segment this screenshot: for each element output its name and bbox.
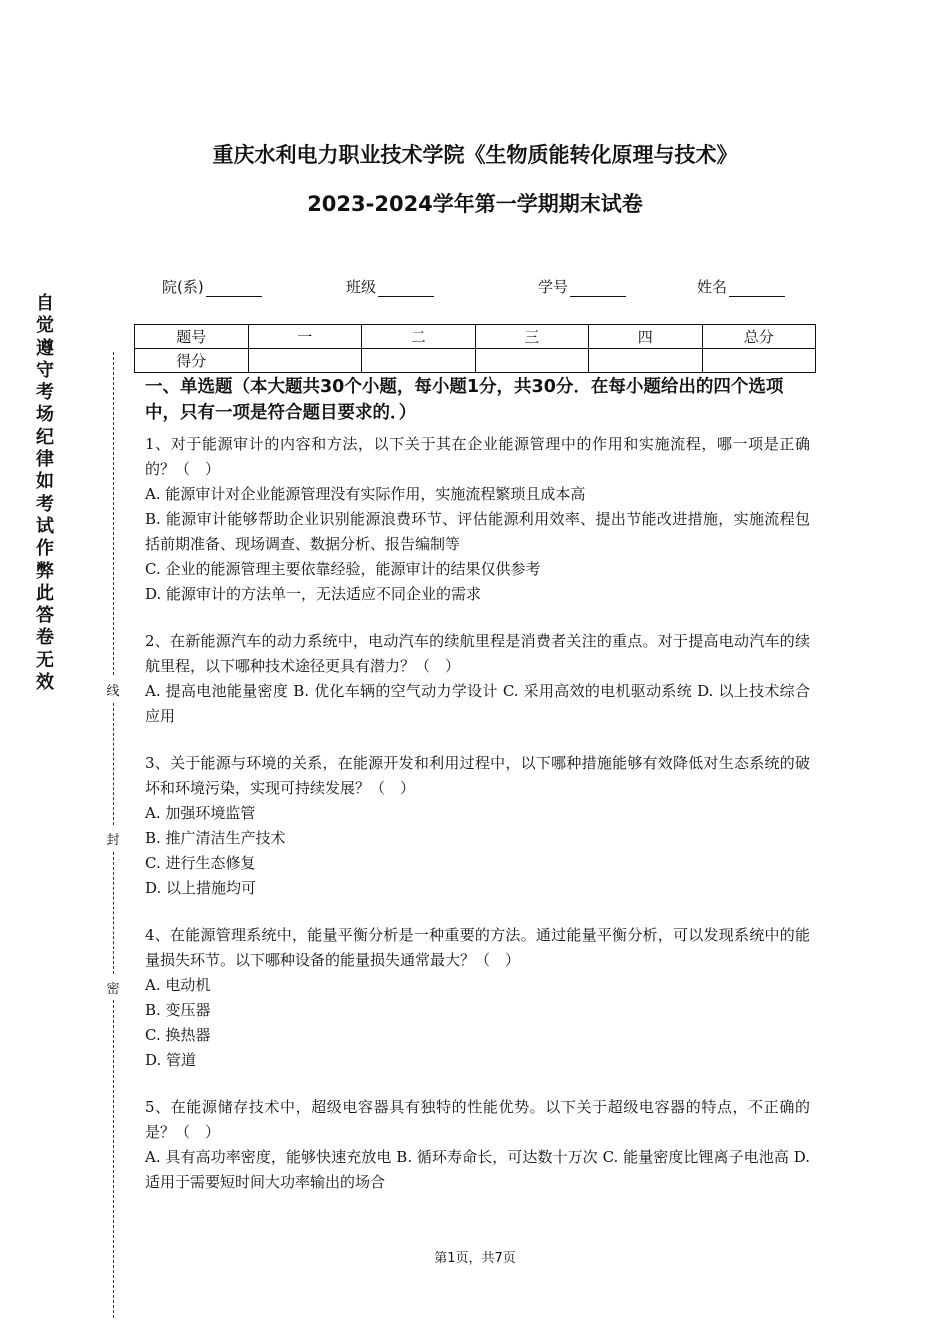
score-header-cell: 二 bbox=[362, 325, 476, 349]
side-notice: 自觉遵守考场纪律如考试作弊此答卷无效 bbox=[36, 293, 54, 694]
class-blank[interactable] bbox=[378, 280, 434, 297]
student-id-label: 学号 bbox=[538, 278, 569, 296]
question bbox=[145, 629, 810, 729]
score-table-header-row bbox=[135, 325, 816, 349]
question-stem: 4、在能源管理系统中，能量平衡分析是一种重要的方法。通过能量平衡分析，可以发现系统中的能量损失环节。以下哪种设备的能量损失通常最大？（ ） bbox=[145, 926, 810, 969]
score-table-score-row bbox=[135, 349, 816, 373]
class-label: 班级 bbox=[346, 278, 377, 296]
binding-dash-line bbox=[113, 1000, 114, 1318]
question-stem: 1、对于能源审计的内容和方法，以下关于其在企业能源管理中的作用和实施流程，哪一项是正确的？（ ） bbox=[145, 435, 810, 478]
question-option[interactable]: A. 提高电池能量密度 B. 优化车辆的空气动力学设计 C. 采用高效的电机驱动系统 D. 以上技术综合应用 bbox=[145, 682, 810, 725]
question-option[interactable]: B. 变压器 bbox=[145, 1001, 211, 1019]
question bbox=[145, 432, 810, 607]
question bbox=[145, 751, 810, 901]
page-footer: 第1页，共7页 bbox=[434, 1251, 516, 1266]
question-option[interactable]: D. 能源审计的方法单一，无法适应不同企业的需求 bbox=[145, 585, 482, 603]
dept-label: 院(系) bbox=[162, 278, 204, 296]
name-blank[interactable] bbox=[729, 280, 785, 297]
score-cell[interactable] bbox=[702, 349, 816, 373]
score-header-cell: 总分 bbox=[702, 325, 816, 349]
question-option[interactable]: B. 能源审计能够帮助企业识别能源浪费环节、评估能源利用效率、提出节能改进措施，实施流程包括前期准备、现场调查、数据分析、报告编制等 bbox=[145, 510, 810, 553]
exam-content bbox=[145, 374, 810, 1217]
section-heading: 一、单选题（本大题共30个小题，每小题1分，共30分．在每小题给出的四个选项中，只有一项是符合题目要求的．） bbox=[145, 377, 784, 423]
binding-dash-line bbox=[113, 352, 114, 675]
dept-field bbox=[162, 276, 262, 297]
question-option[interactable]: A. 电动机 bbox=[145, 976, 211, 994]
score-cell[interactable] bbox=[248, 349, 362, 373]
binding-dash-line bbox=[113, 703, 114, 825]
score-header-cell: 三 bbox=[475, 325, 589, 349]
question-option[interactable]: B. 推广清洁生产技术 bbox=[145, 829, 286, 847]
question bbox=[145, 1095, 810, 1195]
score-header-cell: 四 bbox=[589, 325, 703, 349]
question-option[interactable]: D. 以上措施均可 bbox=[145, 879, 257, 897]
score-header-cell: 题号 bbox=[135, 325, 249, 349]
dept-blank[interactable] bbox=[206, 280, 262, 297]
student-id-blank[interactable] bbox=[570, 280, 626, 297]
question-option[interactable]: C. 换热器 bbox=[145, 1026, 211, 1044]
score-row-label: 得分 bbox=[135, 349, 249, 373]
question-option[interactable]: A. 加强环境监管 bbox=[145, 804, 256, 822]
question-option[interactable]: C. 进行生态修复 bbox=[145, 854, 256, 872]
name-field bbox=[697, 276, 785, 297]
question-option[interactable]: D. 管道 bbox=[145, 1051, 197, 1069]
question-stem: 5、在能源储存技术中，超级电容器具有独特的性能优势。以下关于超级电容器的特点，不正确的是？（ ） bbox=[145, 1098, 810, 1141]
question bbox=[145, 923, 810, 1073]
question-stem: 3、关于能源与环境的关系，在能源开发和利用过程中，以下哪种措施能够有效降低对生态系统的破坏和环境污染，实现可持续发展？（ ） bbox=[145, 754, 810, 797]
question-option[interactable]: A. 能源审计对企业能源管理没有实际作用，实施流程繁琐且成本高 bbox=[145, 485, 586, 503]
exam-title-line1: 重庆水利电力职业技术学院《生物质能转化原理与技术》 bbox=[212, 143, 738, 167]
score-header-cell: 一 bbox=[248, 325, 362, 349]
binding-dash-line bbox=[113, 852, 114, 974]
class-field bbox=[346, 276, 434, 297]
student-id-field bbox=[538, 276, 626, 297]
question-option[interactable]: C. 企业的能源管理主要依靠经验，能源审计的结果仅供参考 bbox=[145, 560, 541, 578]
exam-title-line2: 2023-2024学年第一学期期末试卷 bbox=[307, 192, 643, 216]
binding-mark-seal: 封 bbox=[106, 833, 120, 848]
name-label: 姓名 bbox=[697, 278, 728, 296]
binding-mark-line: 线 bbox=[106, 684, 120, 699]
score-table bbox=[134, 324, 816, 373]
score-cell[interactable] bbox=[475, 349, 589, 373]
score-cell[interactable] bbox=[589, 349, 703, 373]
score-cell[interactable] bbox=[362, 349, 476, 373]
question-stem: 2、在新能源汽车的动力系统中，电动汽车的续航里程是消费者关注的重点。对于提高电动汽车的续航里程，以下哪种技术途径更具有潜力？（ ） bbox=[145, 632, 810, 675]
binding-mark-secret: 密 bbox=[106, 982, 120, 997]
question-option[interactable]: A. 具有高功率密度，能够快速充放电 B. 循环寿命长，可达数十万次 C. 能量密度比锂离子电池高 D. 适用于需要短时间大功率输出的场合 bbox=[145, 1148, 810, 1191]
